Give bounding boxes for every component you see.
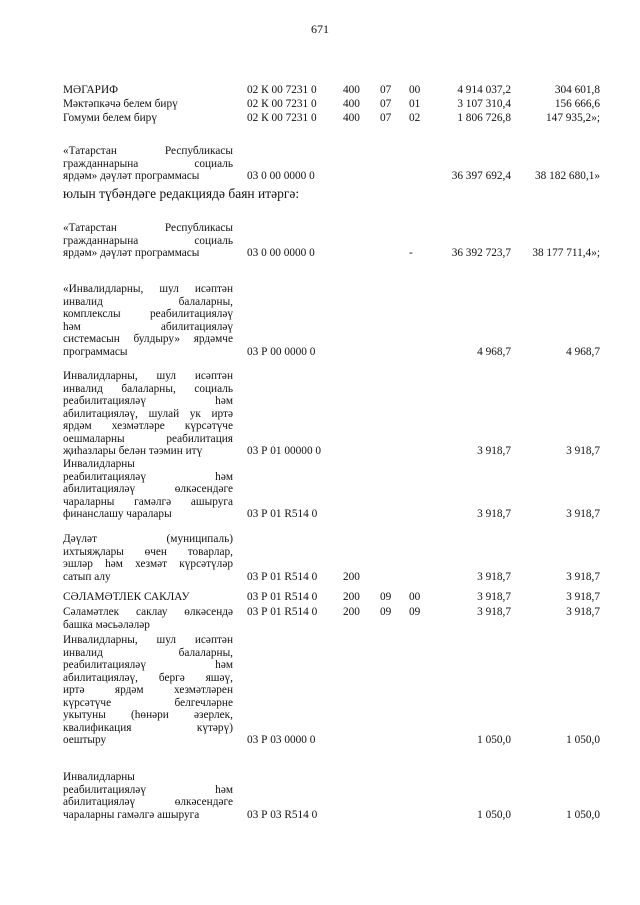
row-code: 03 0 00 0000 0 [247, 170, 315, 182]
row-name-line: инвалид балаларны, социаль [63, 382, 233, 395]
row-value-2: 304 601,8 [554, 84, 600, 96]
table-row-rehab-measures [0, 771, 640, 821]
row-column-4: 09 [380, 591, 392, 603]
row-value-2: 1 050,0 [566, 734, 600, 746]
row-name-line: Инвалидларны [63, 458, 135, 470]
row-value-2: 1 050,0 [566, 808, 600, 821]
row-value-2: 3 918,7 [566, 570, 600, 583]
table-row-health-other [0, 606, 640, 631]
row-value-1: 36 392 723,7 [451, 247, 511, 259]
row-value-1: 4 914 037,2 [457, 84, 511, 96]
row-name-line: ярдәм» дәүләт программасы [63, 247, 200, 259]
row-name-line: абилитацияләү, шулай ук иртә [63, 407, 233, 420]
row-name-line: Дәүләт (муниципаль) [63, 533, 233, 545]
row-name-line: һәм абилитацияләү [63, 320, 233, 333]
row-name-line: «Татарстан Республикасы [63, 222, 233, 234]
row-name [63, 145, 233, 183]
row-name-line: абилитацияләү, бергә яшәү, [63, 671, 233, 684]
table-row-health [0, 591, 640, 604]
row-value-1: 3 918,7 [477, 606, 511, 618]
row-value-1: 3 918,7 [477, 591, 511, 603]
row-name-line: иртә ярдәм хезмәтләрен [63, 684, 233, 696]
row-value-1: 36 397 692,4 [451, 170, 511, 182]
row-name [63, 634, 233, 747]
table-row-procurement [0, 533, 640, 583]
row-column-4: 07 [380, 112, 392, 124]
row-value-1: 3 918,7 [477, 508, 511, 520]
row-name-line: оештыру [63, 734, 107, 746]
row-name [63, 112, 233, 125]
row-column-3: 200 [343, 606, 360, 618]
table-row-program-old [0, 145, 640, 183]
table-row-magarif [0, 84, 640, 97]
row-name [63, 591, 233, 604]
row-column-4: 09 [380, 606, 392, 618]
instruction-text: юлын түбәндәге редакциядә баян итәргә: [63, 186, 300, 201]
row-name-line: ярдәм хезмәтләре күрсәтүче [63, 420, 233, 432]
row-value-2: 147 935,2»; [546, 112, 600, 124]
row-name-line: гражданнарына социаль [63, 234, 233, 247]
row-name-line: ярдәм» дәүләт программасы [63, 170, 200, 182]
row-name [63, 283, 233, 358]
table-row-mektepkache [0, 98, 640, 111]
row-code: 03 Р 01 R514 0 [247, 591, 318, 603]
row-code: 03 Р 01 R514 0 [247, 570, 318, 583]
row-name-line: сатып алу [63, 570, 111, 583]
table-row-program-new [0, 222, 640, 260]
row-name-line: эшләр һәм хезмәт күрсәтүләр [63, 558, 233, 570]
table-row-rehab-means [0, 370, 640, 458]
row-name-line: реабилитацияләү һәм [63, 783, 233, 796]
row-name [63, 370, 233, 458]
row-value-2: 38 182 680,1» [535, 170, 600, 182]
row-name-line: квалификация күтәрү) [63, 721, 233, 734]
row-code: 03 0 00 0000 0 [247, 247, 315, 259]
row-name-line: СӘЛАМӘТЛЕК САКЛАУ [63, 591, 190, 603]
row-name-line: Инвалидларны, шул исәптән [63, 370, 233, 382]
row-column-5: 00 [409, 591, 421, 603]
row-value-2: 156 666,6 [554, 98, 600, 110]
row-column-5: - [409, 247, 413, 259]
row-value-2: 3 918,7 [566, 445, 600, 457]
row-name [63, 222, 233, 260]
row-value-1: 4 968,7 [477, 345, 511, 358]
row-value-1: 1 050,0 [477, 734, 511, 746]
row-name-line: Мәктәпкәчә белем бирү [63, 98, 178, 110]
row-name-line: реабилитацияләү һәм [63, 470, 233, 483]
row-column-5: 09 [409, 606, 421, 618]
row-name-line: инвалид балаларны, [63, 646, 233, 659]
row-code: 03 Р 01 R514 0 [247, 606, 318, 618]
row-code: 03 Р 03 R514 0 [247, 808, 318, 821]
row-code: 03 Р 01 00000 0 [247, 445, 322, 457]
row-value-2: 38 177 711,4»; [532, 247, 600, 259]
row-code: 02 К 00 7231 0 [247, 84, 317, 96]
row-name-line: инвалид балаларны, [63, 295, 233, 308]
row-name [63, 98, 233, 111]
row-name [63, 84, 233, 97]
row-column-3: 200 [343, 591, 360, 603]
row-name-line: гражданнарына социаль [63, 157, 233, 170]
row-column-5: 00 [409, 84, 421, 96]
row-name-line: ихтыяҗлары өчен товарлар, [63, 545, 233, 558]
row-value-2: 3 918,7 [566, 591, 600, 603]
row-code: 02 К 00 7231 0 [247, 112, 317, 124]
row-name-line: реабилитацияләү һәм [63, 395, 233, 407]
row-name-line: системасын булдыру» ярдәмче [63, 333, 233, 345]
row-name-line: оешмаларны реабилитация [63, 432, 233, 445]
row-name-line: Инвалидларны [63, 771, 135, 783]
row-column-4: 07 [380, 84, 392, 96]
row-name [63, 606, 233, 631]
row-name-line: абилитацияләү өлкәсендәге [63, 796, 233, 808]
row-name-line: Инвалидларны, шул исәптән [63, 634, 233, 646]
row-name-line: программасы [63, 345, 128, 358]
row-name-line: реабилитацияләү һәм [63, 659, 233, 671]
page-number: 671 [311, 22, 329, 36]
row-name-line: Сәламәтлек саклау өлкәсендә [63, 606, 233, 618]
table-row-subprogram [0, 283, 640, 358]
row-name-line: укытуны (һөнәри әзерлек, [63, 709, 233, 721]
row-name-line: күрсәтүче белгечләрне [63, 696, 233, 709]
row-name-line: «Татарстан Республикасы [63, 145, 233, 157]
row-column-5: 01 [409, 98, 421, 110]
row-code: 02 К 00 7231 0 [247, 98, 317, 110]
table-row-training [0, 634, 640, 747]
row-name-line: башка мәсьәләләр [63, 618, 150, 631]
row-code: 03 Р 03 0000 0 [247, 734, 316, 746]
row-name-line: финанслашу чаралары [63, 508, 172, 520]
row-value-2: 4 968,7 [566, 345, 600, 358]
row-name-line: абилитацияләү өлкәсендәге [63, 483, 233, 495]
row-value-2: 3 918,7 [566, 606, 600, 618]
table-row-gomumi [0, 112, 640, 125]
row-name-line: Гомуми белем бирү [63, 112, 157, 124]
row-name-line: чараларны гамәлгә ашыруга [63, 495, 233, 508]
row-value-1: 3 918,7 [477, 445, 511, 457]
row-name-line: чараларны гамәлгә ашыруга [63, 808, 200, 821]
row-column-3: 400 [343, 98, 360, 110]
row-column-3: 200 [343, 570, 360, 583]
row-value-1: 1 050,0 [477, 808, 511, 821]
row-value-1: 3 107 310,4 [457, 98, 511, 110]
row-name-line: комплекслы реабилитацияләү [63, 308, 233, 320]
row-name-line: җиһазлары белән тәэмин итү [63, 445, 203, 457]
row-name [63, 458, 233, 521]
row-column-3: 400 [343, 84, 360, 96]
row-name [63, 533, 233, 583]
row-name-line: «Инвалидларны, шул исәптән [63, 283, 233, 295]
row-name-line: МӘГАРИФ [63, 84, 119, 96]
row-name [63, 771, 233, 821]
row-column-5: 02 [409, 112, 421, 124]
row-value-1: 1 806 726,8 [457, 112, 511, 124]
row-value-2: 3 918,7 [566, 508, 600, 520]
row-code: 03 Р 01 R514 0 [247, 508, 318, 520]
row-value-1: 3 918,7 [477, 570, 511, 583]
row-column-4: 07 [380, 98, 392, 110]
row-column-3: 400 [343, 112, 360, 124]
table-row-financing [0, 458, 640, 521]
row-code: 03 Р 00 0000 0 [247, 345, 316, 358]
